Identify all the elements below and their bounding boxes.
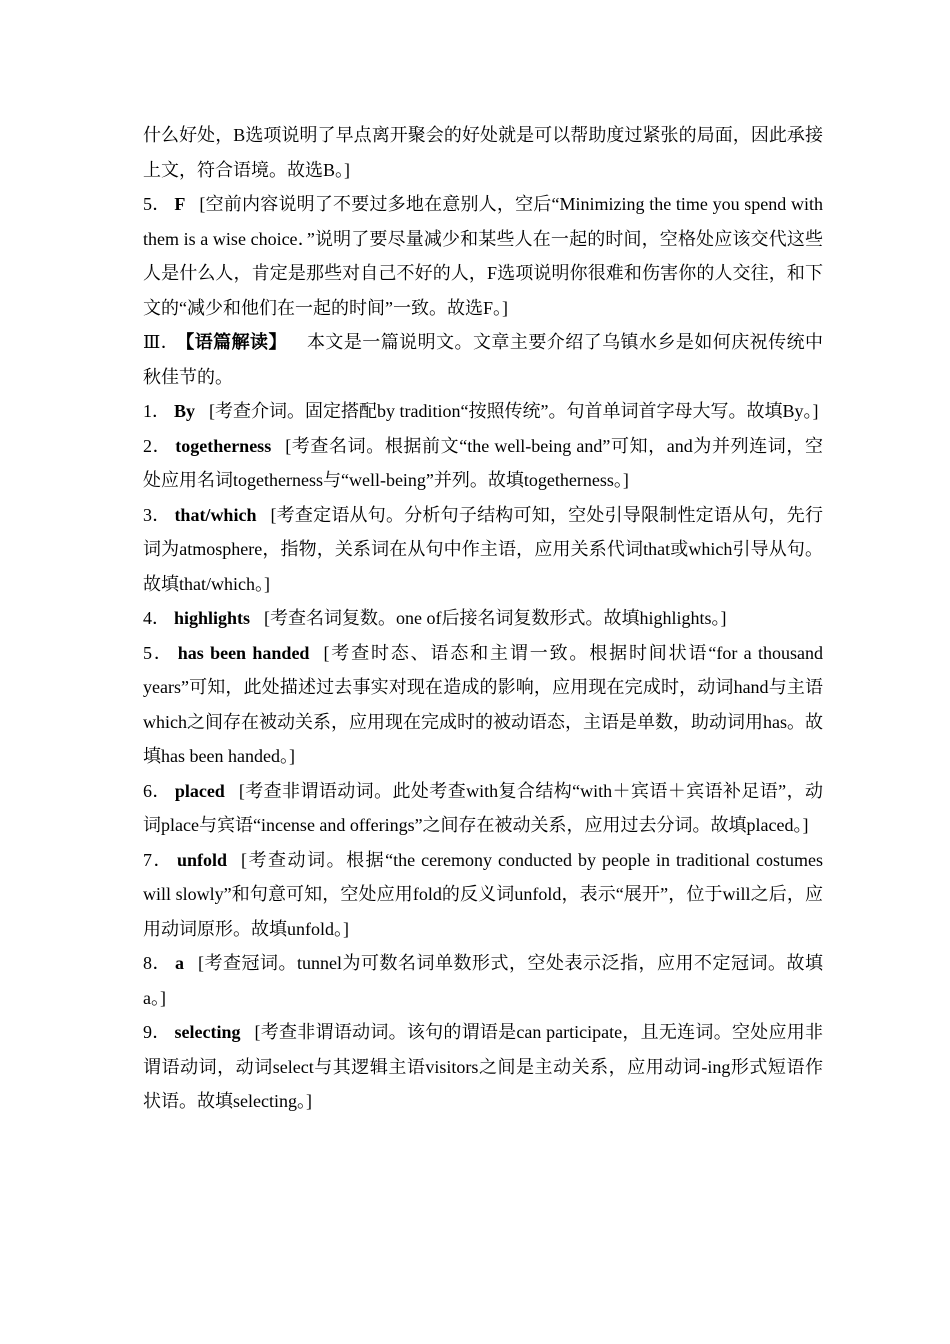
- item-answer: highlights: [174, 608, 251, 628]
- item-answer: F: [174, 194, 186, 214]
- answer-explanations: [143, 118, 823, 1119]
- item-answer: togetherness: [175, 435, 272, 456]
- item-number: 3．: [143, 504, 171, 525]
- answer-item-5-f: [143, 187, 823, 325]
- answer-item-6: [143, 774, 823, 843]
- item-answer: unfold: [177, 849, 228, 870]
- paragraph-text: 什么好处，B选项说明了早点离开聚会的好处就是可以帮助度过紧张的局面，因此承接上文，符合语境。故选B。]: [143, 125, 823, 180]
- item-number: 4．: [143, 608, 170, 628]
- section-iii-header: [143, 325, 823, 394]
- answer-item-2: [143, 429, 823, 498]
- item-explanation: [考查时态、语态和主谓一致。根据时间状语“for a thousand years”可知，此处描述过去事实对现在造成的影响，应用现在完成时，动词hand与主语which之间存在被动关系，应用现在完成时的被动语态，主语是单数，助动词用has。故填has been handed。]: [143, 642, 823, 766]
- item-answer: a: [175, 953, 185, 973]
- item-answer: By: [174, 401, 196, 421]
- item-explanation: [考查冠词。tunnel为可数名词单数形式，空处表示泛指，应用不定冠词。故填a。]: [143, 953, 824, 1008]
- item-answer: has been handed: [177, 642, 310, 663]
- item-number: 8．: [143, 953, 172, 973]
- item-explanation: [考查定语从句。分析句子结构可知，空处引导限制性定语从句，先行词为atmosphere，指物，关系词在从句中作主语，应用关系代词that或which引导从句。故填that/which。]: [143, 504, 823, 594]
- item-number: 5．: [143, 642, 174, 663]
- paragraph-continuation: [143, 118, 823, 187]
- item-number: 1．: [143, 401, 170, 421]
- item-explanation: [考查名词复数。one of后接名词复数形式。故填highlights。]: [264, 608, 727, 628]
- item-number: 5．: [143, 194, 171, 214]
- item-answer: selecting: [174, 1022, 241, 1042]
- item-explanation: [考查非谓语动词。此处考查with复合结构“with＋宾语＋宾语补足语”，动词place与宾语“incense and offerings”之间存在被动关系，应用过去分词。故填placed。]: [143, 780, 823, 835]
- answer-item-3: [143, 498, 823, 602]
- item-explanation: [考查非谓语动词。该句的谓语是can participate，且无连词。空处应用非谓语动词，动词select与其逻辑主语visitors之间是主动关系，应用动词-ing形式短语作状语。故填selecting。]: [143, 1022, 823, 1111]
- answer-item-9: [143, 1015, 823, 1119]
- item-explanation: [空前内容说明了不要过多地在意别人，空后“Minimizing the time you spend with them is a wise choice．”说明了要尽量减少和某些人在一起的时间，空格处应该交代这些人是什么人，肯定是那些对自己不好的人，F选项说明你很难和伤害你的人交往，和下文的“减少和他们在一起的时间”一致。故选F。]: [143, 194, 824, 318]
- section-title: 【语篇解读】: [185, 332, 287, 352]
- answer-item-4: [143, 601, 823, 636]
- item-explanation: [考查介词。固定搭配by tradition“按照传统”。句首单词首字母大写。故填By。]: [209, 401, 819, 421]
- answer-item-5: [143, 636, 823, 774]
- item-number: 6．: [143, 780, 171, 801]
- item-explanation: [考查名词。根据前文“the well-being and”可知，and为并列连词，空处应用名词togetherness与“well-being”并列。故填togetherness。]: [143, 435, 824, 490]
- item-number: 2．: [143, 435, 172, 456]
- answer-item-7: [143, 843, 823, 947]
- item-answer: placed: [174, 780, 225, 801]
- item-answer: that/which: [174, 504, 257, 525]
- item-number: 7．: [143, 849, 174, 870]
- answer-item-1: [143, 394, 823, 429]
- item-number: 9．: [143, 1022, 171, 1042]
- answer-item-8: [143, 946, 823, 1015]
- section-number: Ⅲ．: [143, 332, 180, 352]
- section-summary: 本文是一篇说明文。文章主要介绍了乌镇水乡是如何庆祝传统中秋佳节的。: [143, 332, 824, 387]
- item-explanation: [考查动词。根据“the ceremony conducted by people in traditional costumes will slowly”和句意可知，空处应用fold的反义词unfold，表示“展开”，位于will之后，应用动词原形。故填unfold。]: [143, 849, 823, 939]
